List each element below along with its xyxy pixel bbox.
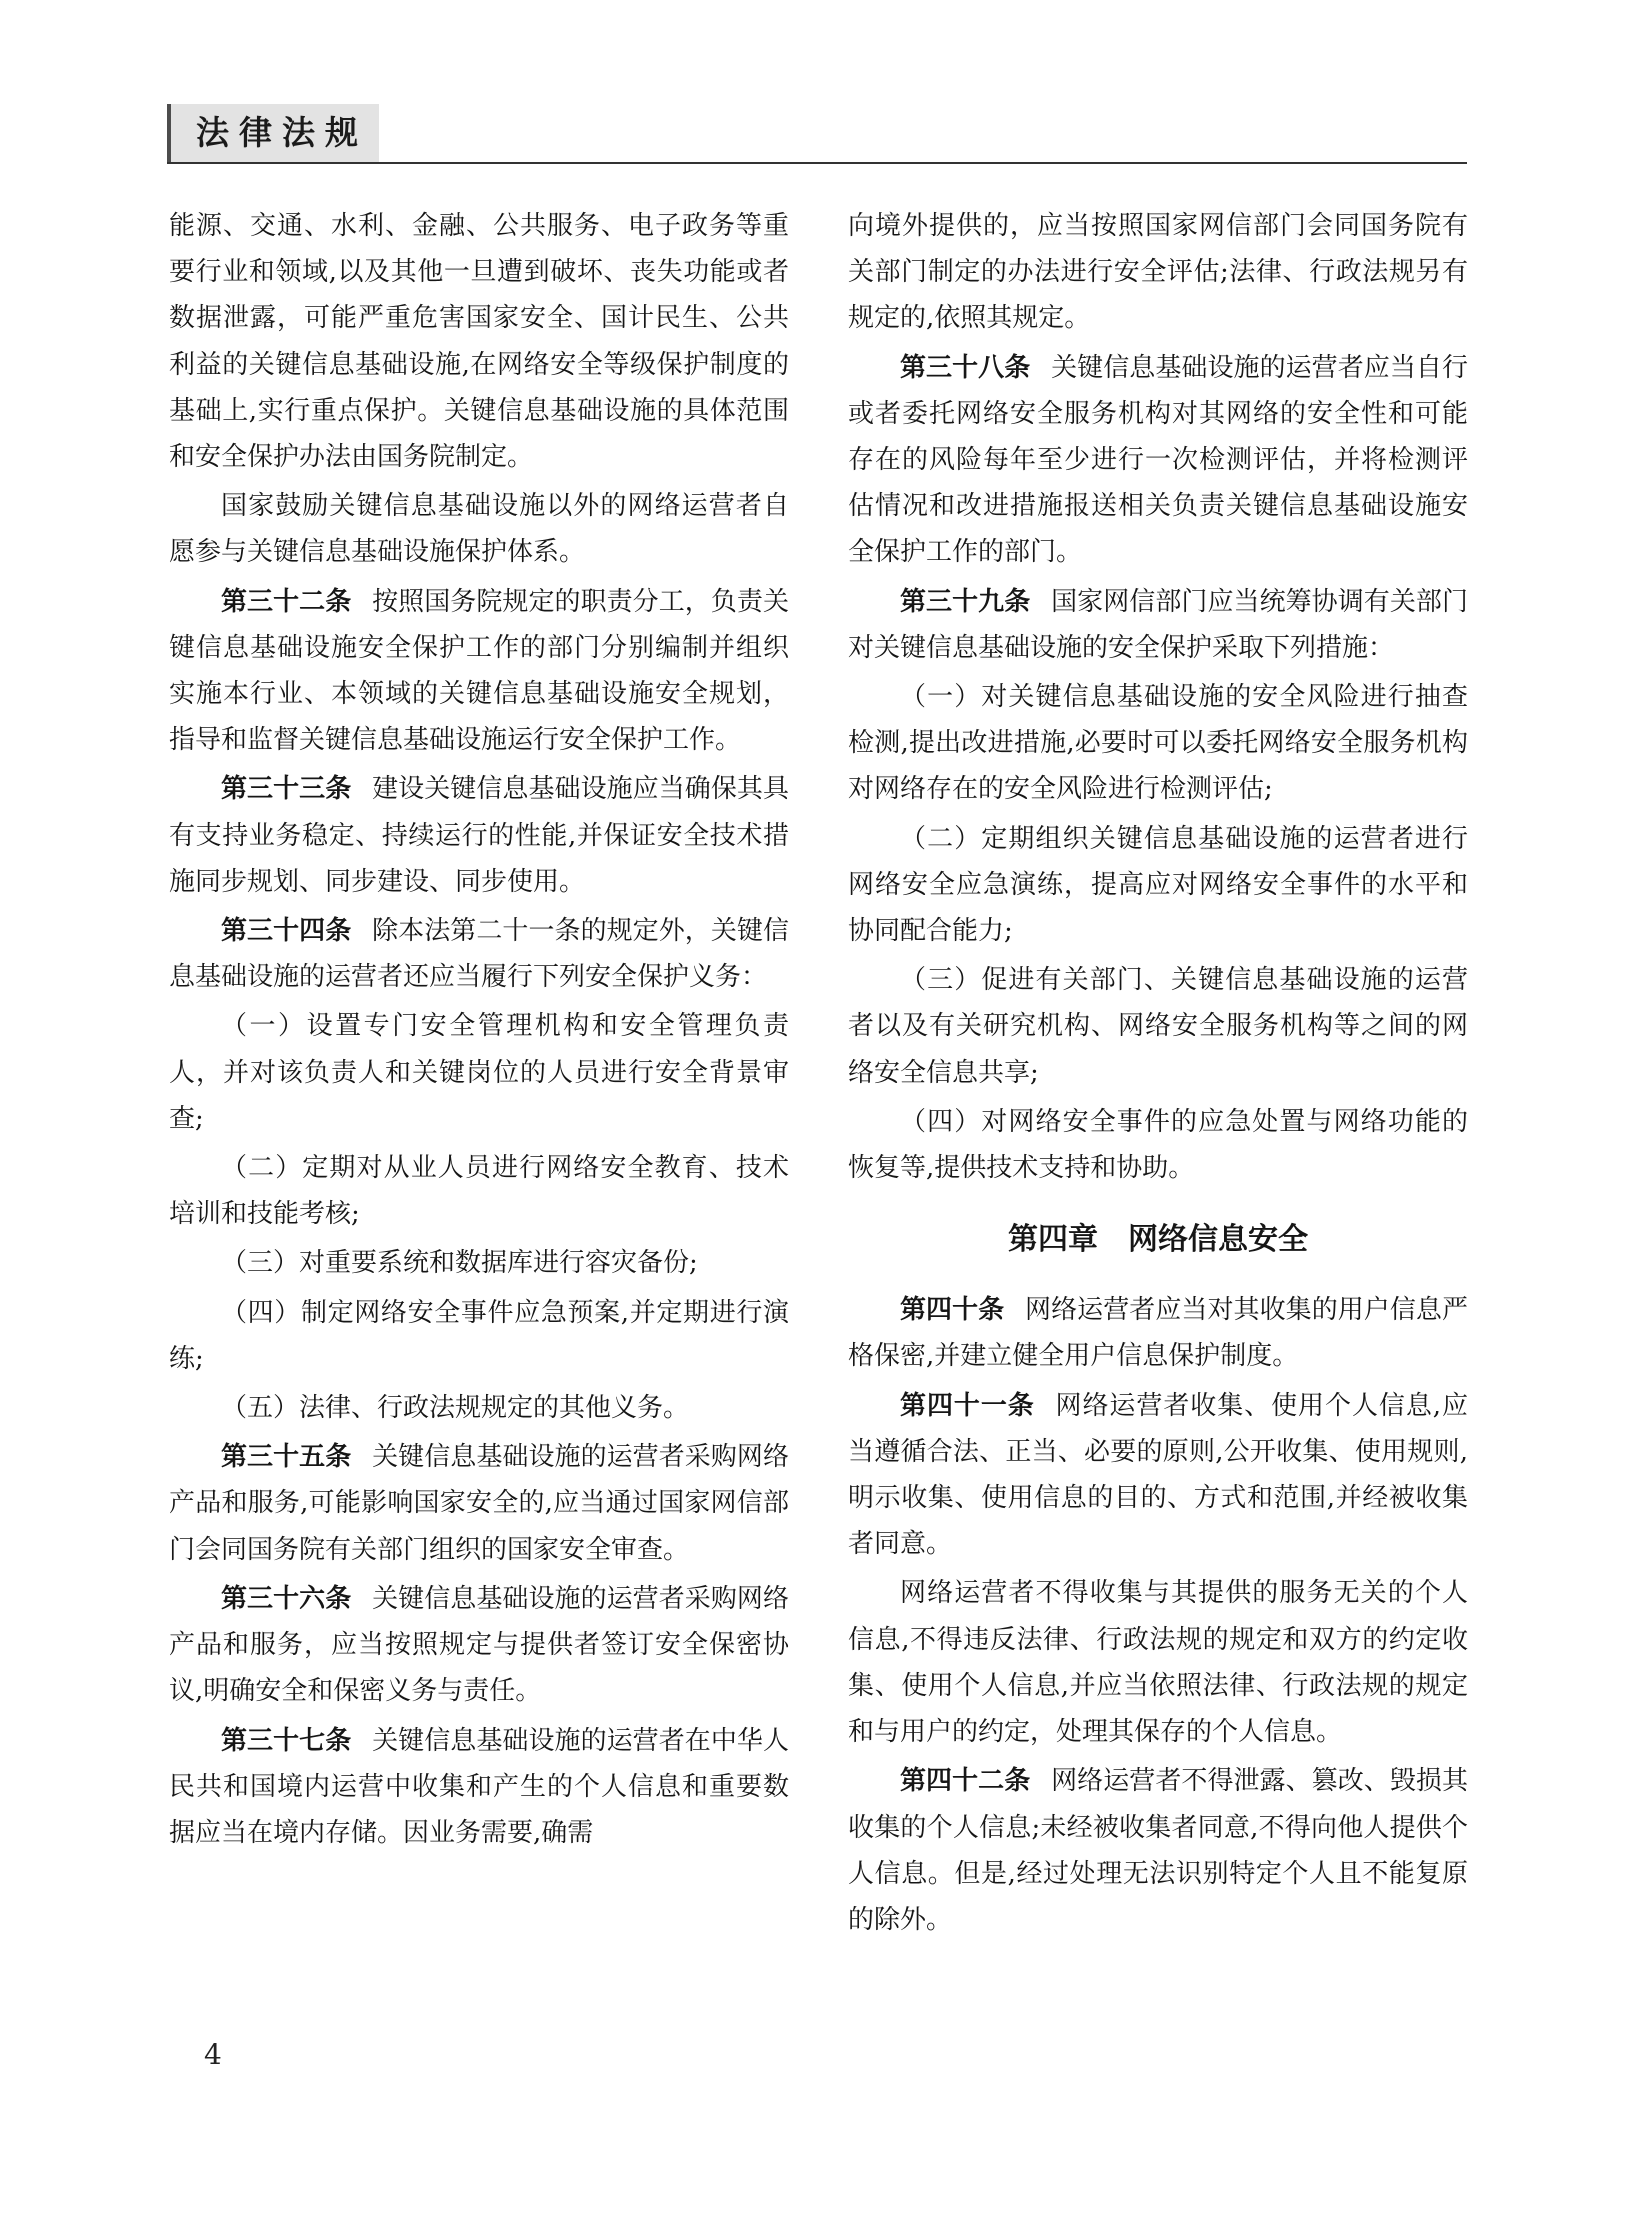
paragraph-text: 能源、交通、水利、金融、公共服务、电子政务等重要行业和领域,以及其他一旦遭到破坏、丧失功能或者数据泄露，可能严重危害国家安全、国计民生、公共利益的关键信息基础设施,在网络安全等级保护制度的基础上,实行重点保护。关键信息基础设施的具体范围和安全保护办法由国务院制定。 xyxy=(169,211,789,473)
right-column xyxy=(848,203,1468,1946)
paragraph-text: （二）定期对从业人员进行网络安全教育、技术培训和技能考核; xyxy=(169,1153,789,1230)
paragraph-text: （四）制定网络安全事件应急预案,并定期进行演练; xyxy=(169,1297,789,1374)
paragraph-text: （三）促进有关部门、关键信息基础设施的运营者以及有关研究机构、网络安全服务机构等之间的网络安全信息共享; xyxy=(848,965,1468,1088)
paragraph-text: 向境外提供的，应当按照国家网信部门会同国务院有关部门制定的办法进行安全评估;法律、行政法规另有规定的,依照其规定。 xyxy=(848,211,1468,334)
body-paragraph xyxy=(169,1003,789,1142)
page-number: 4 xyxy=(204,2038,222,2071)
paragraph-text: （三）对重要系统和数据库进行容灾备份; xyxy=(221,1248,698,1279)
article-number: 第四十二条 xyxy=(900,1766,1031,1797)
right-column-before-chapter xyxy=(848,203,1468,1191)
article-paragraph xyxy=(169,908,789,1000)
article-number: 第三十八条 xyxy=(900,352,1031,383)
paragraph-text: 网络运营者不得收集与其提供的服务无关的个人信息,不得违反法律、行政法规的规定和双方的约定收集、使用个人信息,并应当依照法律、行政法规的规定和与用户的约定，处理其保存的个人信息。 xyxy=(848,1578,1468,1748)
body-paragraph xyxy=(848,203,1468,342)
paragraph-text: 关键信息基础设施的运营者应当自行或者委托网络安全服务机构对其网络的安全性和可能存在的风险每年至少进行一次检测评估，并将检测评估情况和改进措施报送相关负责关键信息基础设施安全保护工作的部门。 xyxy=(848,352,1468,568)
article-number: 第三十六条 xyxy=(221,1583,352,1614)
body-paragraph xyxy=(848,674,1468,813)
article-number: 第三十二条 xyxy=(221,586,352,617)
running-header-title: 法律法规 xyxy=(196,113,368,152)
body-paragraph xyxy=(169,1240,789,1286)
body-paragraph xyxy=(169,203,789,480)
article-paragraph xyxy=(848,1287,1468,1379)
body-paragraph xyxy=(848,1099,1468,1191)
article-paragraph xyxy=(169,579,789,764)
article-number: 第四十条 xyxy=(900,1295,1005,1326)
body-paragraph xyxy=(848,1570,1468,1755)
paragraph-text: （五）法律、行政法规规定的其他义务。 xyxy=(221,1393,690,1424)
article-paragraph xyxy=(848,1383,1468,1568)
paragraph-text: 关键信息基础设施的运营者采购网络产品和服务，应当按照规定与提供者签订安全保密协议,明确安全和保密义务与责任。 xyxy=(169,1583,789,1707)
paragraph-text: 关键信息基础设施的运营者在中华人民共和国境内运营中收集和产生的个人信息和重要数据应当在境内存储。因业务需要,确需 xyxy=(169,1725,789,1848)
body-paragraph xyxy=(169,1290,789,1382)
paragraph-text: 国家网信部门应当统筹协调有关部门对关键信息基础设施的安全保护采取下列措施： xyxy=(848,586,1468,663)
body-paragraph xyxy=(169,1385,789,1431)
paragraph-text: 建设关键信息基础设施应当确保其具有支持业务稳定、持续运行的性能,并保证安全技术措施同步规划、同步建设、同步使用。 xyxy=(169,774,789,897)
article-paragraph xyxy=(848,345,1468,576)
paragraph-text: （一）设置专门安全管理机构和安全管理负责人，并对该负责人和关键岗位的人员进行安全背景审查; xyxy=(169,1011,789,1134)
body-paragraph xyxy=(169,483,789,575)
article-number: 第三十四条 xyxy=(221,916,352,947)
left-column xyxy=(169,203,789,1859)
article-paragraph xyxy=(169,1434,789,1573)
paragraph-text: （二）定期组织关键信息基础设施的运营者进行网络安全应急演练，提高应对网络安全事件的水平和协同配合能力; xyxy=(848,823,1468,947)
paragraph-text: 国家鼓励关键信息基础设施以外的网络运营者自愿参与关键信息基础设施保护体系。 xyxy=(169,491,789,568)
paragraph-text: 网络运营者不得泄露、篡改、毁损其收集的个人信息;未经被收集者同意,不得向他人提供个人信息。但是,经过处理无法识别特定个人且不能复原的除外。 xyxy=(848,1766,1468,1935)
article-number: 第三十九条 xyxy=(900,586,1031,617)
body-paragraph xyxy=(848,816,1468,955)
article-paragraph xyxy=(848,579,1468,671)
paragraph-text: （四）对网络安全事件的应急处置与网络功能的恢复等,提供技术支持和协助。 xyxy=(848,1106,1468,1184)
header-rule xyxy=(167,162,1467,164)
paragraph-text: 网络运营者收集、使用个人信息,应当遵循合法、正当、必要的原则,公开收集、使用规则,明示收集、使用信息的目的、方式和范围,并经被收集者同意。 xyxy=(848,1390,1468,1560)
article-number: 第四十一条 xyxy=(900,1390,1035,1421)
article-paragraph xyxy=(848,1758,1468,1943)
paragraph-text: 按照国务院规定的职责分工，负责关键信息基础设施安全保护工作的部门分别编制并组织实施本行业、本领域的关键信息基础设施安全规划，指导和监督关键信息基础设施运行安全保护工作。 xyxy=(169,586,789,756)
article-number: 第三十三条 xyxy=(221,774,352,805)
article-number: 第三十五条 xyxy=(221,1442,352,1473)
chapter-heading: 第四章 网络信息安全 xyxy=(1008,1222,1308,1258)
paragraph-text: 关键信息基础设施的运营者采购网络产品和服务,可能影响国家安全的,应当通过国家网信部门会同国务院有关部门组织的国家安全审查。 xyxy=(169,1442,789,1565)
article-paragraph xyxy=(169,766,789,905)
article-paragraph xyxy=(169,1576,789,1715)
paragraph-text: 网络运营者应当对其收集的用户信息严格保密,并建立健全用户信息保护制度。 xyxy=(848,1295,1468,1372)
body-paragraph xyxy=(169,1145,789,1237)
article-number: 第三十七条 xyxy=(221,1725,352,1756)
paragraph-text: （一）对关键信息基础设施的安全风险进行抽查检测,提出改进措施,必要时可以委托网络安全服务机构对网络存在的安全风险进行检测评估; xyxy=(848,682,1468,805)
paragraph-text: 除本法第二十一条的规定外，关键信息基础设施的运营者还应当履行下列安全保护义务： xyxy=(169,916,789,993)
article-paragraph xyxy=(169,1718,789,1857)
body-paragraph xyxy=(848,957,1468,1096)
right-column-after-chapter xyxy=(848,1287,1468,1943)
